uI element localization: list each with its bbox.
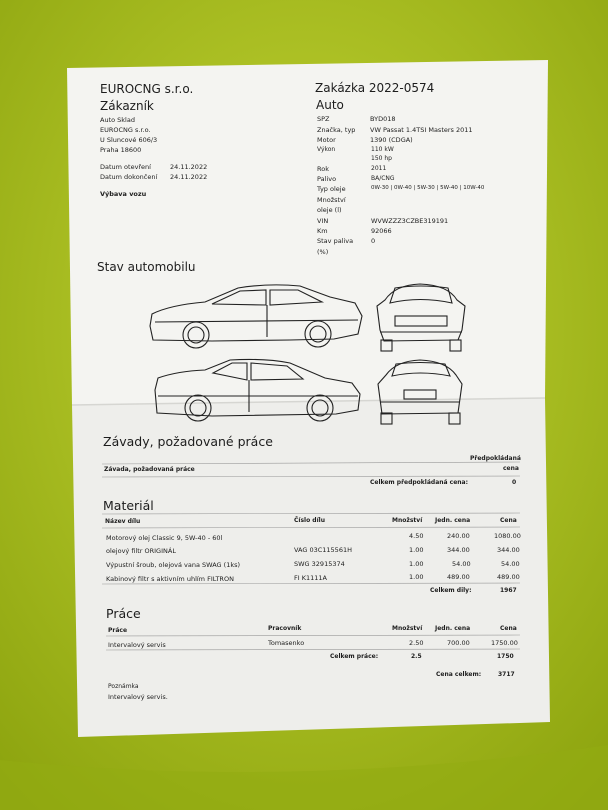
date-closed-label: Datum dokončení (100, 173, 158, 181)
car-label: VIN (317, 217, 329, 225)
labor-total-value: 1750 (497, 653, 514, 660)
car-value: 0W-30 | 0W-40 | 5W-30 | 5W-40 | 10W-40 (371, 185, 485, 191)
company-name: EUROCNG s.r.o. (100, 82, 194, 96)
car-value: WVWZZZ3CZBE319191 (371, 217, 449, 225)
material-row-name: olejový filtr ORIGINÁL (106, 547, 176, 555)
defects-work-header: Závada, požadovaná práce (104, 466, 195, 473)
car-label: Stav paliva (317, 237, 354, 245)
material-col-header: Číslo dílu (294, 517, 325, 524)
car-value: BA/CNG (371, 175, 395, 182)
date-opened-value: 24.11.2022 (170, 163, 208, 171)
defects-total-label: Celkem předpokládaná cena: (370, 479, 468, 486)
material-row-name: Výpustní šroub, olejová vana SWAG (1ks) (106, 561, 241, 569)
condition-heading: Stav automobilu (97, 260, 196, 274)
labor-row-price: 1750.00 (491, 639, 518, 647)
labor-total-label: Celkem práce: (330, 653, 379, 660)
date-closed-value: 24.11.2022 (170, 173, 208, 181)
material-row-part: VAG 03C115561H (294, 546, 352, 554)
car-value: 150 hp (371, 155, 392, 162)
material-row-qty: 1.00 (409, 560, 424, 568)
grand-total-value: 3717 (498, 671, 515, 678)
car-value: 0 (371, 237, 376, 245)
material-row-name: Kabinový filtr s aktivním uhlím FILTRON (106, 575, 234, 583)
material-row-unit: 489.00 (447, 573, 470, 581)
material-row-name: Motorový olej Classic 9, 5W-40 - 60l (106, 534, 223, 542)
defects-price-header: cena (503, 465, 519, 472)
labor-row-qty: 2.50 (409, 639, 424, 647)
material-col-header: Množství (392, 517, 423, 524)
labor-col-header: Cena (500, 625, 517, 632)
customer-line: U Sluncové 606/3 (100, 136, 158, 144)
customer-line: Praha 18600 (100, 146, 142, 154)
labor-col-header: Práce (108, 627, 128, 634)
equipment-label: Výbava vozu (100, 190, 147, 198)
order-title: Zakázka 2022-0574 (315, 81, 435, 95)
car-value: 2011 (371, 165, 387, 172)
material-row-part: FI K1111A (294, 574, 327, 582)
material-row-unit: 344.00 (447, 546, 470, 554)
defects-heading: Závady, požadované práce (103, 434, 273, 449)
labor-row-unit: 700.00 (447, 639, 470, 647)
car-label: Km (317, 227, 328, 235)
car-label: Výkon (317, 146, 336, 153)
labor-col-header: Množství (392, 625, 423, 632)
car-heading: Auto (316, 98, 344, 112)
car-label: (%) (317, 248, 329, 256)
customer-line: EUROCNG s.r.o. (100, 126, 151, 134)
labor-col-header: Pracovník (268, 625, 302, 632)
defects-total-value: 0 (512, 479, 517, 486)
car-label: SPZ (317, 115, 330, 123)
car-value: 92066 (371, 227, 392, 235)
customer-heading: Zákazník (100, 99, 154, 113)
material-col-header: Jedn. cena (435, 517, 471, 524)
customer-line: Auto Sklad (100, 116, 135, 124)
material-row-price: 1080.00 (494, 532, 521, 540)
labor-col-header: Jedn. cena (435, 625, 471, 632)
car-label: oleje (l) (317, 206, 342, 214)
material-row-part: SWG 32915374 (294, 560, 345, 568)
labor-total-qty: 2.5 (411, 653, 422, 660)
material-total-value: 1967 (500, 587, 517, 594)
material-row-qty: 1.00 (409, 573, 424, 581)
note-text: Intervalový servis. (108, 693, 168, 701)
labor-row-worker: Tomasenko (268, 639, 305, 647)
car-label: Značka, typ (317, 126, 356, 134)
car-value: BYD018 (370, 115, 396, 123)
date-opened-label: Datum otevření (100, 163, 151, 171)
material-row-price: 344.00 (497, 546, 520, 554)
car-value: VW Passat 1.4TSI Masters 2011 (370, 126, 473, 134)
material-heading: Materiál (103, 498, 154, 513)
material-row-unit: 54.00 (452, 560, 471, 568)
material-col-header: Název dílu (105, 518, 141, 525)
car-value: 1390 (CDGA) (370, 136, 413, 144)
material-row-qty: 4.50 (409, 532, 424, 540)
grand-total-label: Cena celkem: (436, 671, 482, 678)
defects-price-header: Předpokládaná (470, 455, 521, 462)
car-label: Množství (317, 196, 346, 204)
note-label: Poznámka (108, 683, 139, 690)
material-row-qty: 1.00 (409, 546, 424, 554)
material-col-header: Cena (500, 517, 517, 524)
car-label: Typ oleje (317, 185, 346, 193)
labor-heading: Práce (106, 606, 141, 621)
material-row-price: 54.00 (501, 560, 520, 568)
car-label: Palivo (317, 175, 337, 183)
labor-row-work: Intervalový servis (108, 641, 166, 649)
car-label: Rok (317, 165, 329, 173)
material-row-price: 489.00 (497, 573, 520, 581)
car-label: Motor (317, 136, 336, 144)
car-value: 110 kW (371, 146, 394, 153)
material-row-unit: 240.00 (447, 532, 470, 540)
material-total-label: Celkem dily: (430, 587, 472, 594)
